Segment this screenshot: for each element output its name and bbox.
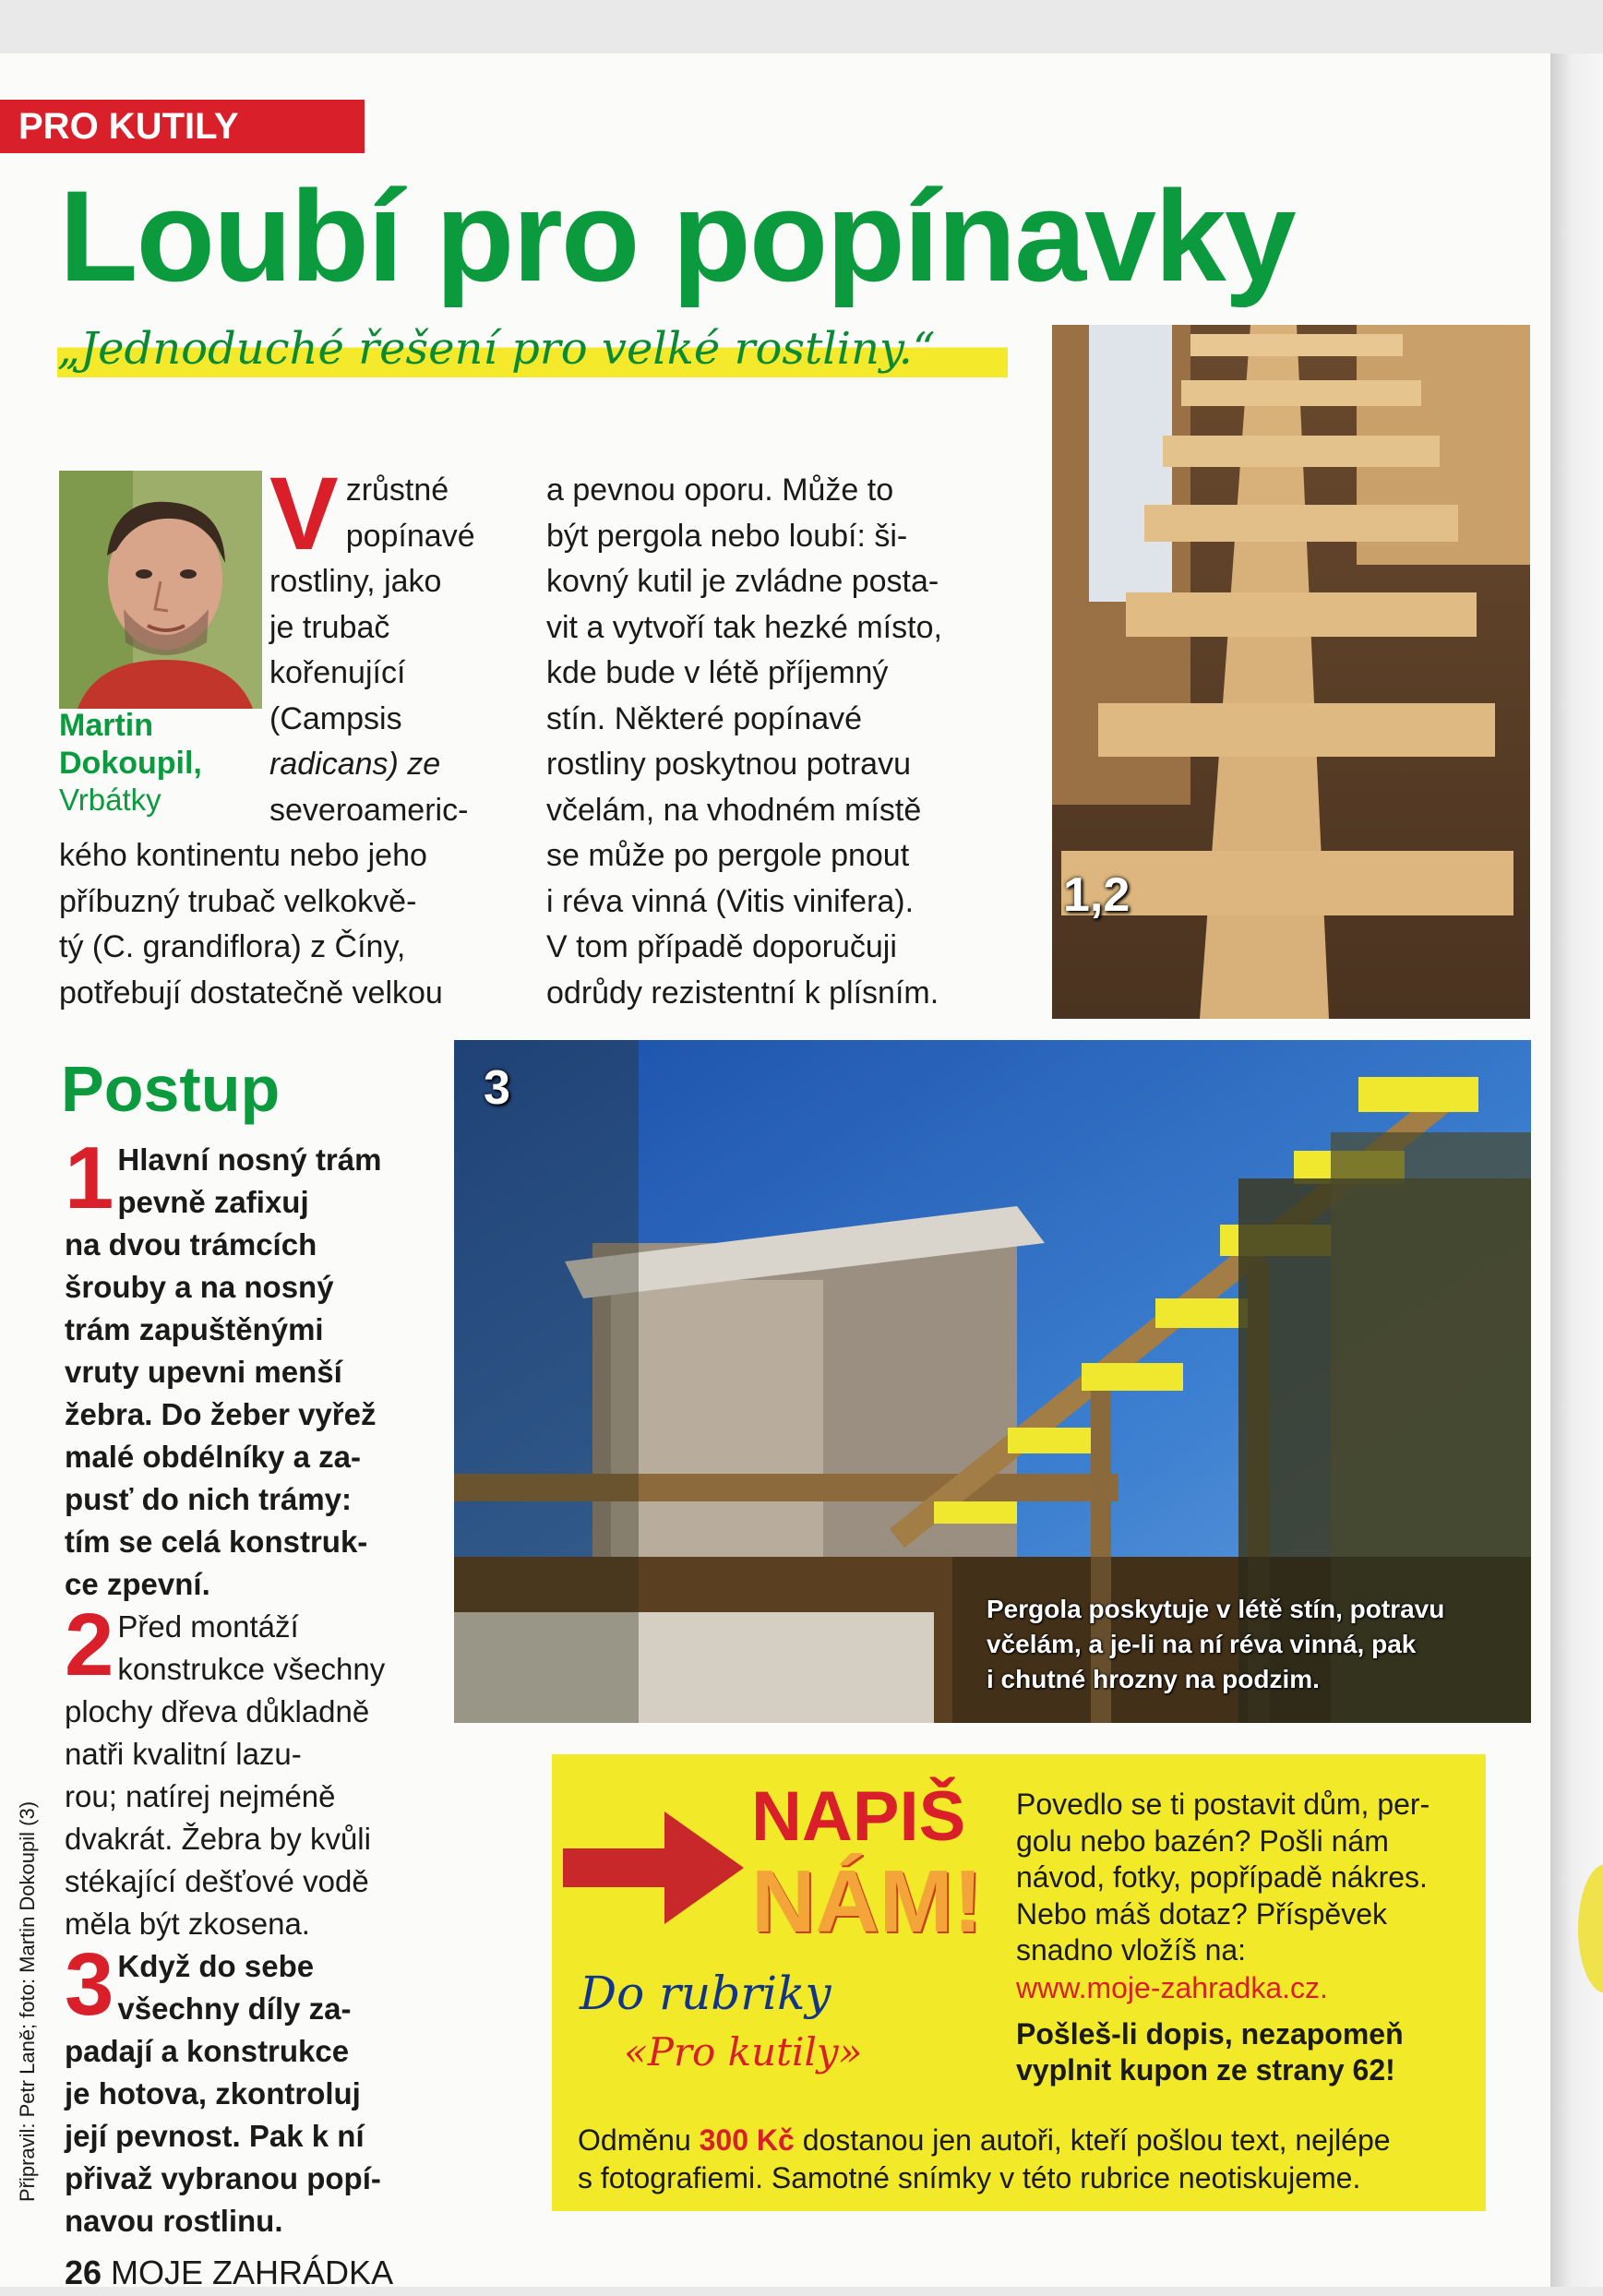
intro-column-1a bbox=[269, 456, 509, 833]
step-line: pusť do nich trámy: bbox=[65, 1482, 353, 1516]
step-line: šrouby a na nosný bbox=[65, 1270, 334, 1304]
promo-script-2: «Pro kutily» bbox=[624, 2029, 863, 2075]
promo-note-line: Pošleš-li dopis, nezapomeň bbox=[1016, 2017, 1404, 2051]
intro-column-1b bbox=[59, 833, 520, 1016]
steps-title: Postup bbox=[61, 1053, 281, 1125]
step-3 bbox=[65, 1935, 434, 2242]
step-2 bbox=[65, 1596, 434, 1945]
step-line: plochy dřeva důkladně bbox=[65, 1694, 370, 1728]
intro-line: příbuzný trubač velkokvě- bbox=[59, 883, 417, 919]
photo-caption bbox=[987, 1592, 1522, 1697]
step-line: všechny díly za- bbox=[117, 1991, 352, 2026]
photo-pergola bbox=[454, 1040, 1531, 1723]
author-first-name: Martin bbox=[59, 708, 153, 743]
photo-beam-closeup bbox=[1052, 325, 1530, 1019]
step-line: Hlavní nosný trám bbox=[117, 1142, 382, 1177]
promo-text bbox=[1016, 1787, 1477, 1969]
intro-line: potřebují dostatečně velkou bbox=[59, 975, 443, 1010]
step-line: navou rostlinu. bbox=[65, 2204, 283, 2238]
intro-line: popínavé bbox=[345, 518, 475, 554]
step-number: 1 bbox=[65, 1129, 114, 1227]
caption-line: Pergola poskytuje v létě stín, potravu bbox=[987, 1595, 1445, 1623]
step-line: přivaž vybranou popí- bbox=[65, 2161, 381, 2195]
photo-credits: Připravil: Petr Laně; foto: Martin Dokoupil (3) bbox=[16, 1800, 39, 2203]
promo-line: Nebo máš dotaz? Příspěvek bbox=[1016, 1896, 1387, 1931]
promo-line: snadno vložíš na: bbox=[1016, 1933, 1247, 1967]
intro-line: zrůstné bbox=[345, 472, 449, 508]
intro-line: kořenující bbox=[269, 655, 406, 690]
intro-line: severoameric- bbox=[269, 792, 469, 828]
folio bbox=[65, 2254, 393, 2287]
promo-heading-2: NÁM! bbox=[751, 1852, 983, 1951]
author-name bbox=[59, 707, 262, 783]
reward-line-2: s fotografiemi. Samotné snímky v této rubrice neotiskujeme. bbox=[578, 2161, 1361, 2194]
intro-line: rostliny poskytnou potravu bbox=[546, 747, 911, 782]
step-line: konstrukce všechny bbox=[117, 1652, 386, 1686]
intro-line: včelám, na vhodném místě bbox=[546, 792, 922, 828]
intro-line: kého kontinentu nebo jeho bbox=[59, 838, 427, 873]
reward-prefix: Odměnu bbox=[578, 2123, 700, 2157]
promo-note bbox=[1016, 2016, 1477, 2088]
promo-heading-1: NAPIŠ bbox=[751, 1777, 966, 1856]
promo-reward-text bbox=[578, 2122, 1473, 2197]
intro-column-2 bbox=[546, 468, 1026, 1016]
step-line: ce zpevní. bbox=[65, 1567, 210, 1601]
reward-suffix: dostanou jen autoři, kteří pošlou text, nejlépe bbox=[794, 2123, 1391, 2157]
step-line: žebra. Do žeber vyřež bbox=[65, 1397, 377, 1431]
caption-line: včelám, a je-li na ní réva vinná, pak bbox=[987, 1630, 1417, 1658]
photo-number-3: 3 bbox=[484, 1061, 510, 1115]
step-line: padají a konstrukce bbox=[65, 2034, 350, 2068]
step-line: dvakrát. Žebra by kvůli bbox=[65, 1822, 371, 1856]
dropcap: V bbox=[269, 456, 339, 571]
step-1 bbox=[65, 1129, 415, 1606]
intro-line: kovný kutil je zvládne posta- bbox=[546, 564, 939, 599]
promo-line: návod, fotky, popřípadě nákres. bbox=[1016, 1860, 1428, 1894]
step-number: 3 bbox=[65, 1935, 114, 2034]
headline: Loubí pro popínavky bbox=[59, 163, 1295, 308]
step-line: trám zapuštěnými bbox=[65, 1312, 324, 1346]
intro-line: se může po pergole pnout bbox=[546, 838, 910, 873]
promo-line: golu nebo bazén? Pošli nám bbox=[1016, 1824, 1389, 1858]
step-line: vruty upevni menší bbox=[65, 1355, 342, 1389]
promo-box bbox=[552, 1754, 1486, 2211]
step-line: tím se celá konstruk- bbox=[65, 1525, 368, 1559]
intro-line: radicans) ze bbox=[269, 747, 441, 782]
subtitle: „Jednoduché řešení pro velké rostliny.“ bbox=[57, 323, 1008, 388]
intro-line: a pevnou oporu. Může to bbox=[546, 472, 894, 508]
step-line: měla být zkosena. bbox=[65, 1907, 310, 1941]
intro-line: rostliny, jako bbox=[269, 564, 442, 599]
step-line: stékající dešťové vodě bbox=[65, 1864, 369, 1898]
intro-line: vit a vytvoří tak hezké místo, bbox=[546, 609, 942, 645]
step-line: Před montáží bbox=[117, 1609, 299, 1644]
intro-line: odrůdy rezistentní k plísním. bbox=[546, 975, 939, 1010]
author-last-name: Dokoupil, bbox=[59, 746, 202, 781]
intro-line: stín. Některé popínavé bbox=[546, 700, 863, 736]
step-line: pevně zafixuj bbox=[117, 1185, 309, 1219]
step-line: malé obdélníky a za- bbox=[65, 1440, 361, 1474]
section-tag: PRO KUTILY bbox=[0, 100, 365, 153]
step-line: její pevnost. Pak k ní bbox=[65, 2119, 365, 2153]
intro-line: kde bude v létě příjemný bbox=[546, 655, 889, 690]
intro-line: i réva vinná (Vitis vinifera). bbox=[546, 883, 915, 919]
promo-note-line: vyplnit kupon ze strany 62! bbox=[1016, 2053, 1395, 2087]
step-line: natři kvalitní lazu- bbox=[65, 1737, 302, 1771]
photo-number-1-2: 1,2 bbox=[1063, 868, 1130, 922]
step-line: je hotova, zkontroluj bbox=[65, 2076, 361, 2111]
arrow-right-icon bbox=[563, 1808, 748, 1932]
author-photo bbox=[59, 471, 262, 709]
page-number: 26 bbox=[65, 2254, 102, 2287]
intro-line: (Campsis bbox=[269, 700, 402, 736]
promo-script-1: Do rubriky bbox=[580, 1967, 831, 2020]
intro-line: V tom případě doporučuji bbox=[546, 929, 897, 964]
website-link[interactable]: www.moje-zahradka.cz. bbox=[1016, 1971, 1328, 2004]
magazine-page bbox=[0, 54, 1550, 2287]
magazine-name: MOJE ZAHRÁDKA bbox=[111, 2254, 394, 2287]
step-number: 2 bbox=[65, 1596, 114, 1694]
intro-line: být pergola nebo loubí: ši- bbox=[546, 518, 908, 554]
step-line: Když do sebe bbox=[117, 1949, 315, 1983]
promo-line: Povedlo se ti postavit dům, per- bbox=[1016, 1788, 1430, 1821]
step-line: na dvou trámcích bbox=[65, 1227, 317, 1262]
step-line: rou; natírej nejméně bbox=[65, 1779, 336, 1813]
intro-line: je trubač bbox=[269, 609, 390, 645]
reward-amount: 300 Kč bbox=[699, 2123, 795, 2157]
caption-line: i chutné hrozny na podzim. bbox=[987, 1665, 1320, 1693]
intro-line: tý (C. grandiflora) z Číny, bbox=[59, 929, 406, 964]
author-place: Vrbátky bbox=[59, 783, 161, 817]
